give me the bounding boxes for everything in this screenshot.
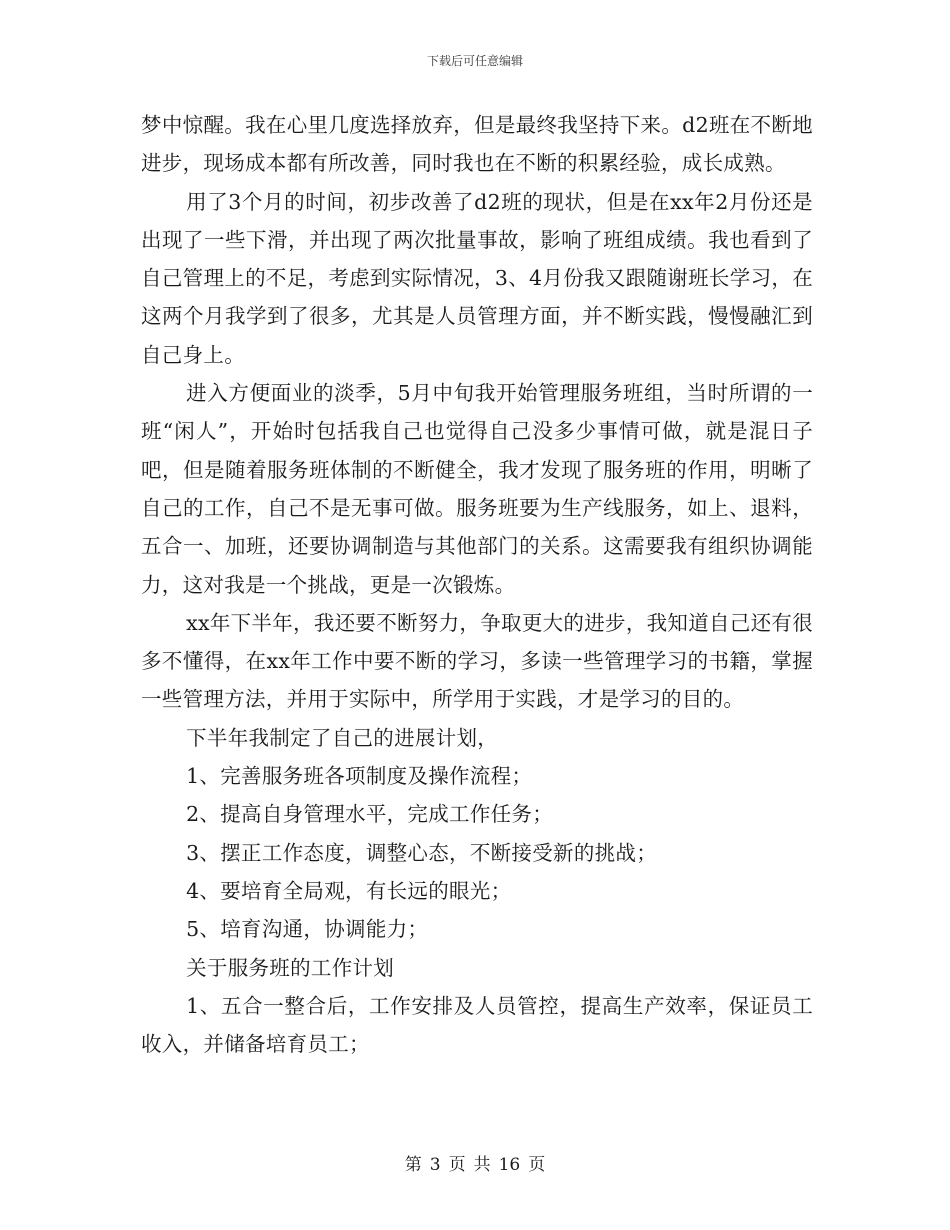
paragraph: xx年下半年，我还要不断努力，争取更大的进步，我知道自己还有很多不懂得，在xx年工作中要不断的学习，多读一些管理学习的书籍，掌握一些管理方法，并用于实际中，所学用于实践，才是学习的目的。 — [141, 610, 814, 712]
page-footer — [0, 1154, 950, 1176]
section-heading: 关于服务班的工作计划 — [186, 955, 395, 980]
list-item: 2、提高自身管理水平，完成工作任务； — [186, 802, 554, 827]
footer-total-word: 共 — [473, 1155, 491, 1175]
list-item: 1、五合一整合后，工作安排及人员管控，提高生产效率，保证员工收入，并储备培育员工； — [141, 993, 813, 1057]
paragraph: 用了3个月的时间，初步改善了d2班的现状，但是在xx年2月份还是出现了一些下滑，并出现了两次批量事故，影响了班组成绩。我也看到了自己管理上的不足，考虑到实际情况，3、4月份我又跟随谢班长学习，在这两个月我学到了很多，尤其是人员管理方面，并不断实践，慢慢融汇到自己身上。 — [141, 189, 813, 367]
total-page-count: 16 — [498, 1155, 521, 1175]
footer-suffix: 页 — [528, 1155, 546, 1175]
plan-intro: 下半年我制定了自己的进展计划， — [186, 725, 499, 750]
document-body — [141, 106, 813, 1063]
list-item: 5、培育沟通，协调能力； — [186, 917, 429, 942]
list-item: 1、完善服务班各项制度及操作流程； — [186, 764, 533, 789]
paragraph: 进入方便面业的淡季，5月中旬我开始管理服务班组，当时所谓的一班“闲人”，开始时包括我自己也觉得自己没多少事情可做，就是混日子吧，但是随着服务班体制的不断健全，我才发现了服务班的作用，明晰了自己的工作，自己不是无事可做。服务班要为生产线服务，如上、退料，五合一、加班，还要协调制造与其他部门的关系。这需要我有组织协调能力，这对我是一个挑战，更是一次锻炼。 — [141, 381, 813, 597]
footer-prefix: 第 — [404, 1155, 422, 1175]
paragraph-continued: 梦中惊醒。我在心里几度选择放弃，但是最终我坚持下来。d2班在不断地进步，现场成本都有所改善，同时我也在不断的积累经验，成长成熟。 — [141, 113, 813, 176]
current-page-number: 3 — [429, 1155, 441, 1175]
list-item: 4、要培育全局观，有长远的眼光； — [186, 878, 512, 903]
footer-page-word: 页 — [448, 1155, 466, 1175]
list-item: 3、摆正工作态度，调整心态，不断接受新的挑战； — [186, 840, 658, 865]
page-header-note: 下载后可任意编辑 — [426, 54, 523, 68]
